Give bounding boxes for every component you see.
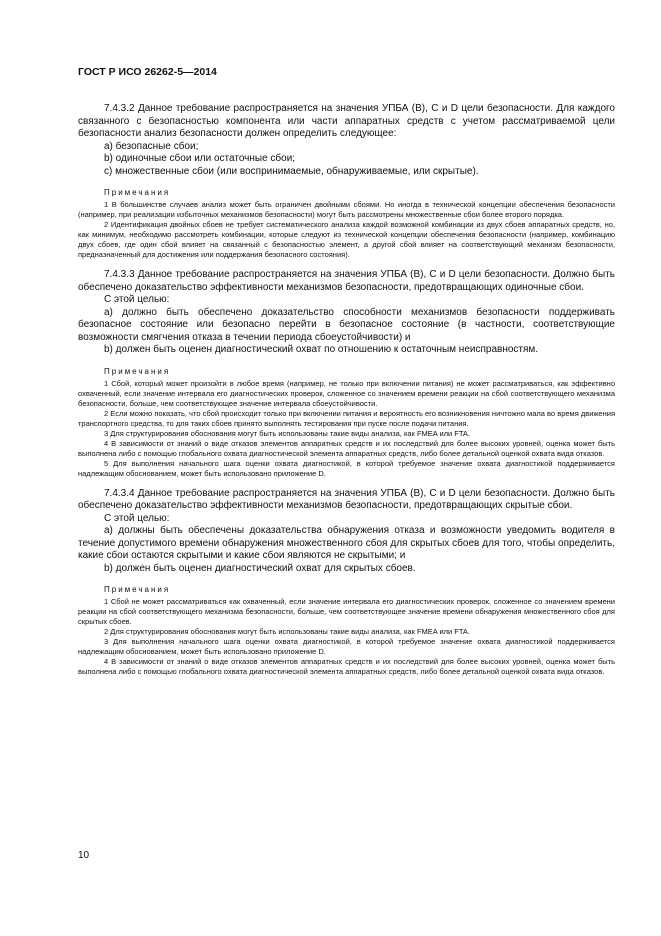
document-page [78, 66, 615, 677]
note: 4 В зависимости от знаний о виде отказов элементов аппаратных средств и их последствий для более высоких уровней, оценка может быть выполнена либо с помощью глобального охвата диагностической элемента аппаратных средств, либо более детальной оценкой охвата вида отказов. [78, 657, 615, 676]
list-item: a) должны быть обеспечены доказательства обнаружения отказа и возможности уведомить водителя в течение допустимого времени обнаружения множественного сбоя для скрытых сбоев для того, чтобы определить, какие сбои остаются скрытыми и какие сбои являются не скрытыми; и [78, 525, 615, 561]
clause-7-4-3-3: 7.4.3.3 Данное требование распространяется на значения УПБА (В), С и D цели безопасности. Должно быть обеспечено доказательство эффективности механизмов безопасности, предотвращающих одиночные сбои. [78, 269, 615, 293]
standard-header: ГОСТ Р ИСО 26262-5—2014 [78, 66, 217, 78]
note: 1 В большинстве случаев анализ может быть ограничен двойными сбоями. Но иногда в технической концепции обеспечения безопасности (например, при реализации избыточных механизмов безопасности) могут быть рассмотрены множественные сбои более второго порядка. [78, 200, 615, 219]
note: 2 Для структурирования обоснования могут быть использованы такие виды анализа, как FMEA или FTA. [104, 627, 470, 636]
list-item: c) множественные сбои (или воспринимаемые, обнаруживаемые, или скрытые). [104, 165, 479, 177]
note: 3 Для структурирования обоснования могут быть использованы такие виды анализа, как FMEA или FTA. [104, 428, 470, 438]
note: 2 Идентификация двойных сбоев не требует систематического анализа каждой возможной комбинации из двух сбоев аппаратных средств, но, как минимум, необходимо рассмотреть комбинации, которые следуют из технической концепции обеспечения безопасности (например, комбинацию двух сбоев, где один сбой влияет на связанный с безопасностью элемент, а другой сбой влияет на соответствующий механизм безопасности, предназначенный для достижения или поддержания безопасного состояния). [78, 220, 615, 259]
note: 1 Сбой, который может произойти в любое время (например, не только при включении питания) не может рассматриваться, как эффективно охваченный, если значение интервала его диагностических проверок, сложенное со значением времени реакции на сбой соответствующего механизма безопасности, больше, чем соответствующее значение интервала сбоеустойчивости. [78, 378, 615, 408]
clause-7-4-3-2: 7.4.3.2 Данное требование распространяется на значения УПБА (В), С и D цели безопасности. Для каждого связанного с безопасностью компонента или части аппаратных средств с учетом рассматриваемой цели безопасности анализ безопасности должен определить следующее: [78, 103, 615, 139]
clause-7-4-3-4: 7.4.3.4 Данное требование распространяется на значения УПБА (В), С и D цели безопасности. Должно быть обеспечено доказательство эффективности механизмов безопасности, предотвращающих скрытые сбои. [78, 487, 615, 511]
note: 3 Для выполнения начального шага оценки охвата диагностикой, в которой требуемое значение охвата диагностикой поддерживается надлежащим обоснованием, может быть использовано приложение D. [78, 637, 615, 656]
list-item: b) должен быть оценен диагностический охват для скрытых сбоев. [104, 562, 416, 574]
note: 5 Для выполнения начального шага оценки охвата диагностикой, в которой требуемое значение охвата диагностикой поддерживается надлежащим обоснованием, может быть использовано приложение D. [78, 458, 615, 478]
list-item: b) одиночные сбои или остаточные сбои; [104, 153, 296, 164]
list-item: a) должно быть обеспечено доказательство способности механизмов безопасности поддерживать безопасное состояние или безопасно перейти в безопасное состояние (в частности, соответствующие возможности смягчения отказа в течении периода сбоеустойчивости) и [78, 306, 615, 343]
list-item: b) должен быть оценен диагностический охват по отношению к остаточным неисправностям. [104, 344, 539, 355]
note: 1 Сбой не может рассматриваться как охваченный, если значение интервала его диагностических проверок, сложенное со значением времени реакции на сбой соответствующего механизма безопасности, больше, чем соответствующее значение времени обнаружения множественного сбоя для скрытых сбоев. [78, 597, 615, 626]
page-number: 10 [78, 850, 90, 861]
aim-line: С этой целью: [104, 512, 170, 524]
list-item: a) безопасные сбои; [104, 140, 199, 152]
notes-title: Примечания [104, 585, 171, 594]
note: 4 В зависимости от знаний о виде отказов элементов аппаратных средств и их последствий для более высоких уровней, оценка может быть выполнена либо с помощью глобального охвата диагностической элемента аппаратных средств, либо более детальной оценкой охвата вида отказов. [78, 438, 615, 458]
note: 2 Если можно показать, что сбой происходит только при включении питания и вероятность его возникновения ничтожно мала во время движения транспортного средства, то для таких сбоев принято выполнять тестирования при пуске после подачи питания. [78, 408, 615, 428]
notes-title: Примечания [104, 366, 171, 376]
aim-line: С этой целью: [104, 294, 170, 305]
notes-title: Примечания [104, 188, 171, 197]
